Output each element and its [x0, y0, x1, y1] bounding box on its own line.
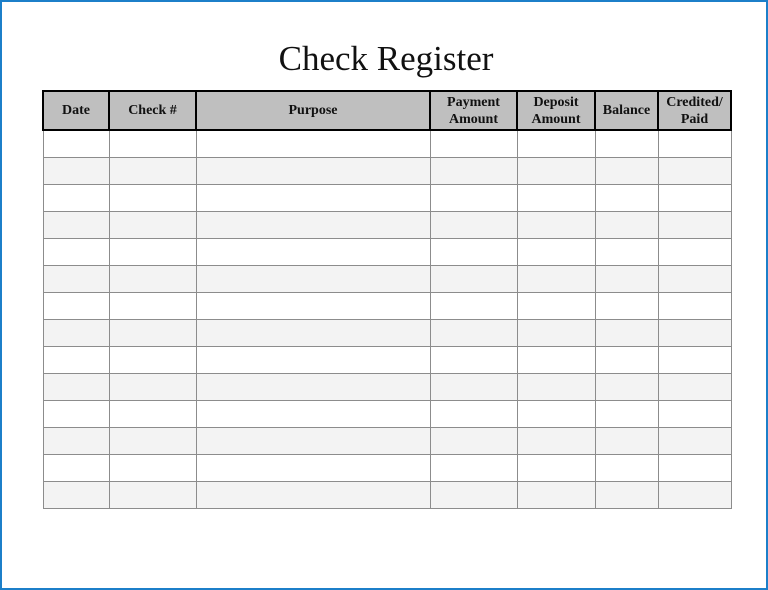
cell-credited-paid[interactable]	[658, 239, 731, 266]
cell-payment-amount[interactable]	[430, 482, 517, 509]
cell-deposit-amount[interactable]	[517, 428, 595, 455]
cell-deposit-amount[interactable]	[517, 130, 595, 158]
cell-deposit-amount[interactable]	[517, 347, 595, 374]
cell-purpose[interactable]	[196, 428, 430, 455]
cell-credited-paid[interactable]	[658, 293, 731, 320]
cell-date[interactable]	[43, 293, 109, 320]
cell-payment-amount[interactable]	[430, 293, 517, 320]
cell-payment-amount[interactable]	[430, 320, 517, 347]
table-row	[43, 212, 731, 239]
cell-date[interactable]	[43, 428, 109, 455]
cell-balance[interactable]	[595, 455, 658, 482]
table-row	[43, 374, 731, 401]
cell-check-no[interactable]	[109, 320, 196, 347]
cell-payment-amount[interactable]	[430, 401, 517, 428]
table-row	[43, 482, 731, 509]
cell-balance[interactable]	[595, 130, 658, 158]
cell-credited-paid[interactable]	[658, 401, 731, 428]
cell-purpose[interactable]	[196, 266, 430, 293]
cell-date[interactable]	[43, 158, 109, 185]
cell-purpose[interactable]	[196, 130, 430, 158]
cell-credited-paid[interactable]	[658, 158, 731, 185]
cell-check-no[interactable]	[109, 374, 196, 401]
cell-purpose[interactable]	[196, 347, 430, 374]
cell-check-no[interactable]	[109, 185, 196, 212]
cell-balance[interactable]	[595, 428, 658, 455]
cell-purpose[interactable]	[196, 320, 430, 347]
table-row	[43, 455, 731, 482]
cell-payment-amount[interactable]	[430, 347, 517, 374]
cell-deposit-amount[interactable]	[517, 482, 595, 509]
cell-balance[interactable]	[595, 293, 658, 320]
cell-check-no[interactable]	[109, 239, 196, 266]
column-header-deposit-amount: Deposit Amount	[517, 91, 595, 130]
cell-deposit-amount[interactable]	[517, 374, 595, 401]
cell-date[interactable]	[43, 455, 109, 482]
table-row	[43, 320, 731, 347]
cell-check-no[interactable]	[109, 158, 196, 185]
cell-purpose[interactable]	[196, 239, 430, 266]
cell-payment-amount[interactable]	[430, 239, 517, 266]
cell-date[interactable]	[43, 482, 109, 509]
cell-payment-amount[interactable]	[430, 428, 517, 455]
cell-payment-amount[interactable]	[430, 158, 517, 185]
cell-purpose[interactable]	[196, 158, 430, 185]
cell-payment-amount[interactable]	[430, 266, 517, 293]
cell-date[interactable]	[43, 185, 109, 212]
cell-credited-paid[interactable]	[658, 428, 731, 455]
table-row	[43, 293, 731, 320]
cell-credited-paid[interactable]	[658, 482, 731, 509]
cell-balance[interactable]	[595, 212, 658, 239]
cell-credited-paid[interactable]	[658, 130, 731, 158]
cell-credited-paid[interactable]	[658, 320, 731, 347]
cell-deposit-amount[interactable]	[517, 212, 595, 239]
register-body	[43, 130, 731, 509]
cell-balance[interactable]	[595, 401, 658, 428]
cell-balance[interactable]	[595, 482, 658, 509]
table-row	[43, 428, 731, 455]
cell-deposit-amount[interactable]	[517, 455, 595, 482]
cell-date[interactable]	[43, 130, 109, 158]
cell-date[interactable]	[43, 212, 109, 239]
cell-check-no[interactable]	[109, 482, 196, 509]
cell-credited-paid[interactable]	[658, 212, 731, 239]
cell-balance[interactable]	[595, 239, 658, 266]
cell-deposit-amount[interactable]	[517, 266, 595, 293]
column-header-credited-paid: Credited/ Paid	[658, 91, 731, 130]
cell-balance[interactable]	[595, 347, 658, 374]
cell-date[interactable]	[43, 401, 109, 428]
cell-deposit-amount[interactable]	[517, 185, 595, 212]
cell-deposit-amount[interactable]	[517, 158, 595, 185]
cell-check-no[interactable]	[109, 293, 196, 320]
cell-purpose[interactable]	[196, 401, 430, 428]
cell-payment-amount[interactable]	[430, 185, 517, 212]
cell-deposit-amount[interactable]	[517, 401, 595, 428]
table-row	[43, 266, 731, 293]
cell-date[interactable]	[43, 374, 109, 401]
page-title: Check Register	[278, 39, 494, 78]
table-row	[43, 185, 731, 212]
cell-check-no[interactable]	[109, 130, 196, 158]
cell-date[interactable]	[43, 320, 109, 347]
cell-balance[interactable]	[595, 158, 658, 185]
header-row	[43, 91, 731, 130]
check-register-table	[42, 90, 732, 509]
cell-check-no[interactable]	[109, 266, 196, 293]
cell-credited-paid[interactable]	[658, 455, 731, 482]
table-row	[43, 158, 731, 185]
cell-deposit-amount[interactable]	[517, 293, 595, 320]
column-header-purpose: Purpose	[196, 91, 430, 130]
cell-purpose[interactable]	[196, 455, 430, 482]
cell-credited-paid[interactable]	[658, 347, 731, 374]
column-header-date: Date	[43, 91, 109, 130]
table-row	[43, 347, 731, 374]
cell-balance[interactable]	[595, 374, 658, 401]
cell-deposit-amount[interactable]	[517, 320, 595, 347]
cell-deposit-amount[interactable]	[517, 239, 595, 266]
cell-check-no[interactable]	[109, 401, 196, 428]
table-row	[43, 130, 731, 158]
cell-balance[interactable]	[595, 266, 658, 293]
column-header-balance: Balance	[595, 91, 658, 130]
cell-payment-amount[interactable]	[430, 130, 517, 158]
cell-balance[interactable]	[595, 320, 658, 347]
cell-purpose[interactable]	[196, 185, 430, 212]
column-header-payment-amount: Payment Amount	[430, 91, 517, 130]
column-header-check-number: Check #	[109, 91, 196, 130]
cell-purpose[interactable]	[196, 482, 430, 509]
cell-balance[interactable]	[595, 185, 658, 212]
table-row	[43, 239, 731, 266]
cell-credited-paid[interactable]	[658, 266, 731, 293]
cell-purpose[interactable]	[196, 293, 430, 320]
cell-check-no[interactable]	[109, 455, 196, 482]
cell-date[interactable]	[43, 347, 109, 374]
cell-purpose[interactable]	[196, 212, 430, 239]
cell-payment-amount[interactable]	[430, 374, 517, 401]
table-row	[43, 401, 731, 428]
cell-payment-amount[interactable]	[430, 455, 517, 482]
cell-credited-paid[interactable]	[658, 185, 731, 212]
cell-check-no[interactable]	[109, 347, 196, 374]
cell-credited-paid[interactable]	[658, 374, 731, 401]
cell-date[interactable]	[43, 239, 109, 266]
cell-check-no[interactable]	[109, 428, 196, 455]
cell-date[interactable]	[43, 266, 109, 293]
cell-purpose[interactable]	[196, 374, 430, 401]
cell-check-no[interactable]	[109, 212, 196, 239]
cell-payment-amount[interactable]	[430, 212, 517, 239]
